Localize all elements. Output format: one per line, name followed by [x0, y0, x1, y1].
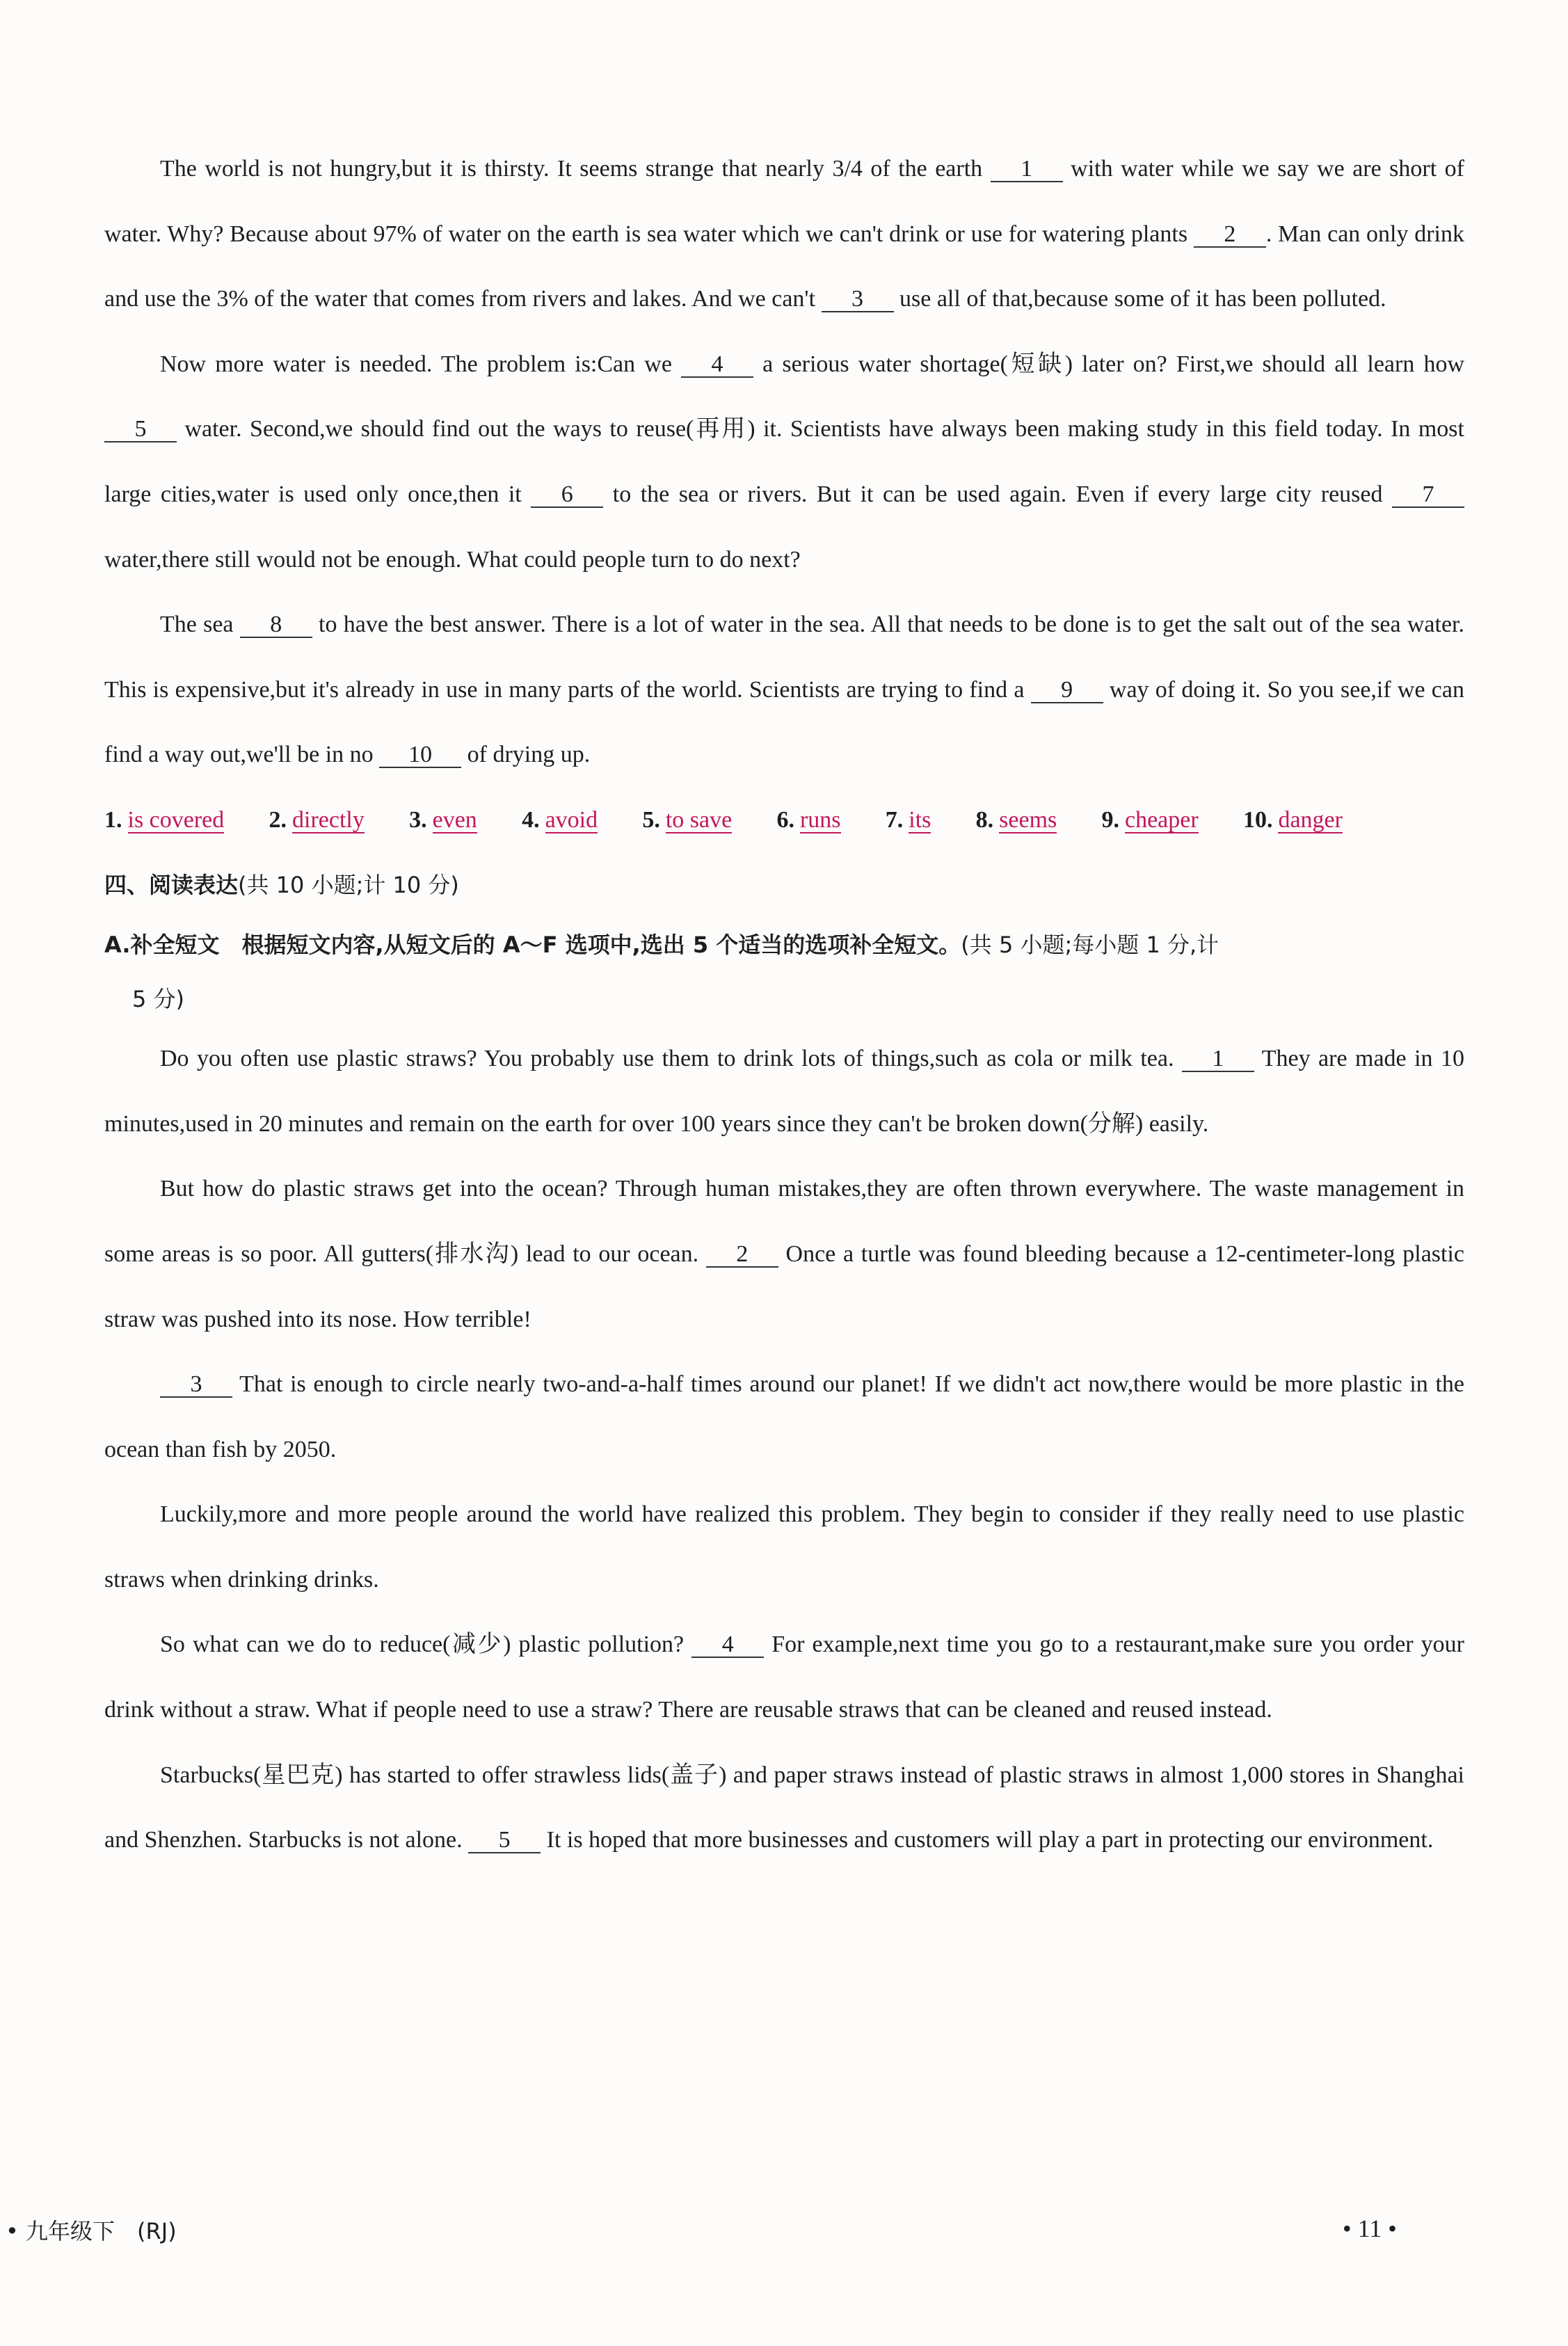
- text-run: Luckily,more and more people around the world have realized this problem. They begin to consider if they really need to use plastic straws when drinking drinks.: [104, 1501, 1464, 1593]
- text-run: . Man can only drink and use the 3% of the water that comes from rivers and lakes. And we can't: [104, 221, 1465, 312]
- blank-5: 5: [104, 417, 177, 442]
- answer-value: runs: [799, 806, 841, 833]
- blank-5: 5: [468, 1828, 541, 1853]
- answer-key: [104, 788, 1343, 853]
- answer-value: cheaper: [1125, 806, 1199, 833]
- blank-2: 2: [706, 1243, 778, 1268]
- answer-value: even: [432, 806, 477, 833]
- text-run: use all of that,because some of it has been polluted.: [893, 286, 1386, 312]
- text-run: water. Second,we should find out the ways to reuse(再用) it. Scientists have always been making study in this field today. In most large cities,water is used only once,then it: [104, 416, 1464, 507]
- answer-value: to save: [665, 806, 733, 833]
- text-run: That is enough to circle nearly two-and-a-half times around our planet! If we didn't act now,there would be more plastic in the ocean than fish by 2050.: [104, 1371, 1464, 1462]
- section-title: 四、阅读表达: [104, 871, 239, 898]
- answer-value: avoid: [545, 806, 598, 833]
- answer-item: [409, 788, 477, 853]
- answer-number: 7.: [885, 806, 904, 833]
- part-a-label: A.补全短文 根据短文内容,从短文后的 A～F 选项中,选出 5 个适当的选项补全短文。: [104, 932, 961, 959]
- answer-number: 5.: [642, 806, 660, 833]
- blank-9: 9: [1031, 678, 1103, 703]
- part-a-instruction: [104, 918, 1464, 1026]
- reading-paragraph-5: [104, 1612, 1464, 1742]
- blank-10: 10: [379, 743, 461, 768]
- text-run: For example,next time you go to a restaurant,make sure you order your drink without a straw. What if people need to use a straw? There are reusable straws that can be cleaned and reused instead.: [104, 1631, 1464, 1723]
- text-run: So what can we do to reduce(减少) plastic pollution?: [160, 1631, 692, 1658]
- answer-value: seems: [999, 806, 1057, 833]
- text-run: to have the best answer. There is a lot of water in the sea. All that needs to be done is to get the salt out of the sea water. This is expensive,but it's already in use in many parts of the world. Scientists are trying to find a: [104, 612, 1464, 703]
- page-number: • 11 •: [1343, 2215, 1397, 2242]
- text-run: water,there still would not be enough. What could people turn to do next?: [104, 546, 801, 573]
- reading-paragraph-4: [104, 1482, 1464, 1612]
- answer-item: [1243, 788, 1343, 853]
- section-score: (共 10 小题;计 10 分): [238, 871, 459, 898]
- text-run: Once a turtle was found bleeding because a 12-centimeter-long plastic straw was pushed into its nose. How terrible!: [104, 1240, 1464, 1332]
- text-run: of drying up.: [461, 742, 591, 768]
- blank-1: 1: [1182, 1047, 1254, 1072]
- answer-item: [104, 788, 224, 853]
- answer-number: 1.: [104, 806, 122, 833]
- reading-paragraph-6: [104, 1743, 1464, 1873]
- text-run: Starbucks(星巴克) has started to offer strawless lids(盖子) and paper straws instead of plastic straws in almost 1,000 stores in Shanghai and Shenzhen. Starbucks is not alone.: [104, 1762, 1464, 1853]
- blank-8: 8: [240, 613, 312, 638]
- text-run: to the sea or rivers. But it can be used again. Even if every large city reused: [603, 481, 1392, 507]
- reading-paragraph-2: [104, 1156, 1464, 1352]
- answer-value: danger: [1278, 806, 1343, 833]
- blank-4: 4: [681, 353, 753, 378]
- answer-item: [776, 788, 840, 853]
- blank-2: 2: [1194, 223, 1266, 248]
- text-run: It is hoped that more businesses and customers will play a part in protecting our environment.: [541, 1827, 1434, 1853]
- answer-number: 3.: [409, 806, 427, 833]
- blank-6: 6: [531, 483, 603, 508]
- blank-1: 1: [991, 157, 1063, 182]
- part-a-score-cont: 5 分): [132, 986, 185, 1013]
- answer-item: [976, 788, 1057, 853]
- answer-item: [522, 788, 598, 853]
- answer-value: directly: [292, 806, 365, 833]
- text-run: with water while we say we are short of water. Why? Because about 97% of water on the earth is sea water which we can't drink or use for watering plants: [104, 156, 1464, 247]
- text-run: The world is not hungry,but it is thirsty. It seems strange that nearly 3/4 of the earth: [160, 156, 991, 182]
- text-run: The sea: [160, 612, 240, 638]
- answer-number: 10.: [1242, 806, 1273, 833]
- blank-4: 4: [691, 1633, 764, 1658]
- text-run: They are made in 10 minutes,used in 20 minutes and remain on the earth for over 100 years since they can't be broken down(分解) easily.: [104, 1046, 1464, 1137]
- answer-item: [269, 788, 365, 853]
- blank-7: 7: [1392, 483, 1464, 508]
- answer-item: [886, 788, 931, 853]
- text-run: a serious water shortage(短缺) later on? First,we should all learn how: [753, 351, 1464, 377]
- reading-paragraph-1: [104, 1026, 1464, 1156]
- cloze-paragraph-3: [104, 592, 1464, 788]
- document-page: [104, 136, 1464, 1873]
- text-run: But how do plastic straws get into the ocean? Through human mistakes,they are often thrown everywhere. The waste management in some areas is so poor. All gutters(排水沟) lead to our ocean.: [104, 1176, 1464, 1267]
- answer-number: 6.: [776, 806, 794, 833]
- text-run: way of doing it. So you see,if we can find a way out,we'll be in no: [104, 676, 1464, 768]
- answer-number: 8.: [975, 806, 994, 833]
- blank-3: 3: [160, 1373, 232, 1398]
- footer-grade-label: • 九年级下 (RJ): [6, 2218, 177, 2244]
- answer-number: 4.: [522, 806, 540, 833]
- section-heading: [104, 853, 1464, 918]
- answer-item: [1102, 788, 1199, 853]
- text-run: Do you often use plastic straws? You probably use them to drink lots of things,such as cola or milk tea.: [160, 1046, 1182, 1072]
- answer-number: 2.: [269, 806, 287, 833]
- answer-value: its: [909, 806, 931, 833]
- cloze-paragraph-1: [104, 136, 1464, 332]
- part-a-score: (共 5 小题;每小题 1 分,计: [961, 932, 1219, 959]
- blank-3: 3: [822, 287, 894, 312]
- answer-number: 9.: [1101, 806, 1119, 833]
- reading-paragraph-3: [104, 1352, 1464, 1482]
- answer-value: is covered: [127, 806, 225, 833]
- answer-item: [642, 788, 732, 853]
- cloze-paragraph-2: [104, 332, 1464, 592]
- text-run: Now more water is needed. The problem is:Can we: [160, 351, 682, 377]
